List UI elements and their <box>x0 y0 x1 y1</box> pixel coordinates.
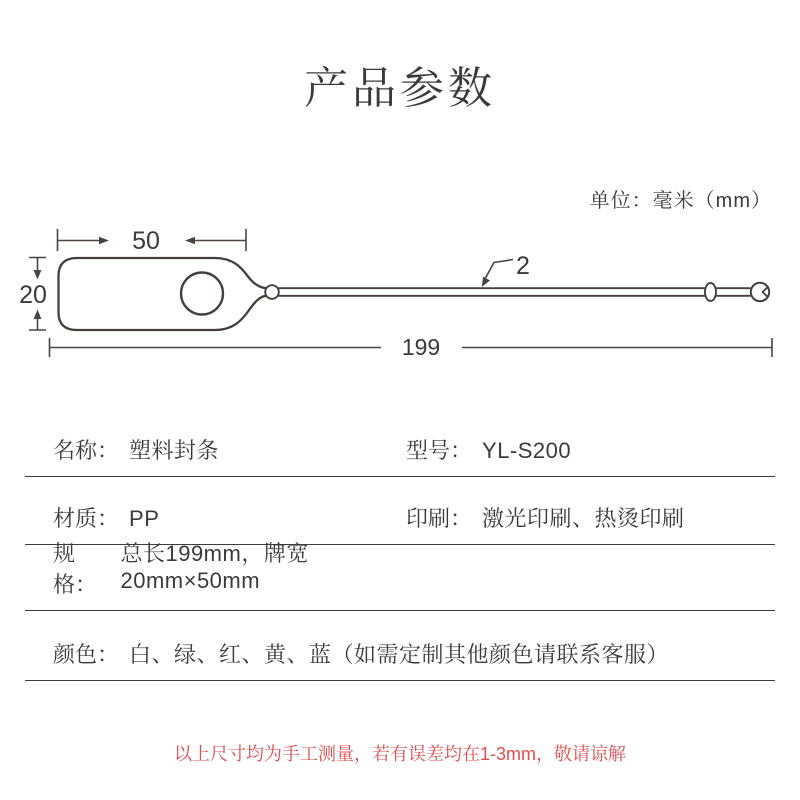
seal-tag-outline <box>59 258 770 330</box>
spec-label-color: 颜色： <box>53 642 120 667</box>
spec-label-model: 型号： <box>406 438 473 463</box>
measurement-disclaimer: 以上尺寸均为手工测量，若有误差均在1-3mm，敬请谅解 <box>173 744 626 764</box>
spec-cell-material <box>25 502 406 533</box>
spec-cell-printing <box>406 502 775 533</box>
spec-value-model: YL-S200 <box>482 438 572 463</box>
spec-label-printing: 印刷： <box>406 506 473 531</box>
spec-table <box>25 430 775 681</box>
strap-tip <box>751 283 769 301</box>
spec-value-name: 塑料封条 <box>129 438 220 463</box>
strap-lock-bump <box>265 285 279 299</box>
dim-label-thickness: 2 <box>516 252 530 280</box>
dimension-strap-thickness <box>482 260 513 288</box>
spec-cell-model <box>406 434 775 465</box>
dim-label-height: 20 <box>19 281 47 309</box>
spec-row-color <box>25 611 775 681</box>
spec-value-color: 白、绿、红、黄、蓝（如需定制其他颜色请联系客服） <box>129 642 670 667</box>
spec-row-material-print <box>25 477 775 545</box>
spec-label-name: 名称： <box>53 438 120 463</box>
spec-label-size: 规格： <box>53 541 98 597</box>
seal-technical-drawing <box>0 220 800 370</box>
seal-drawing-svg <box>0 220 800 370</box>
spec-row-size <box>25 541 775 611</box>
unit-label: 单位：毫米（mm） <box>589 190 772 212</box>
dim-label-width: 50 <box>132 227 160 255</box>
tag-hole <box>181 273 223 315</box>
spec-row-name-model <box>25 430 775 477</box>
spec-label-material: 材质： <box>53 506 120 531</box>
dim-label-length: 199 <box>401 334 441 360</box>
spec-cell-size <box>25 537 406 599</box>
spec-value-material: PP <box>129 506 160 531</box>
strap-end-bump <box>705 283 716 301</box>
spec-cell-name <box>25 434 406 465</box>
page-title: 产品参数 <box>304 64 496 113</box>
spec-cell-color <box>25 638 669 669</box>
spec-value-size: 总长199mm，牌宽20mm×50mm <box>120 541 309 593</box>
spec-value-printing: 激光印刷、热烫印刷 <box>482 506 685 531</box>
